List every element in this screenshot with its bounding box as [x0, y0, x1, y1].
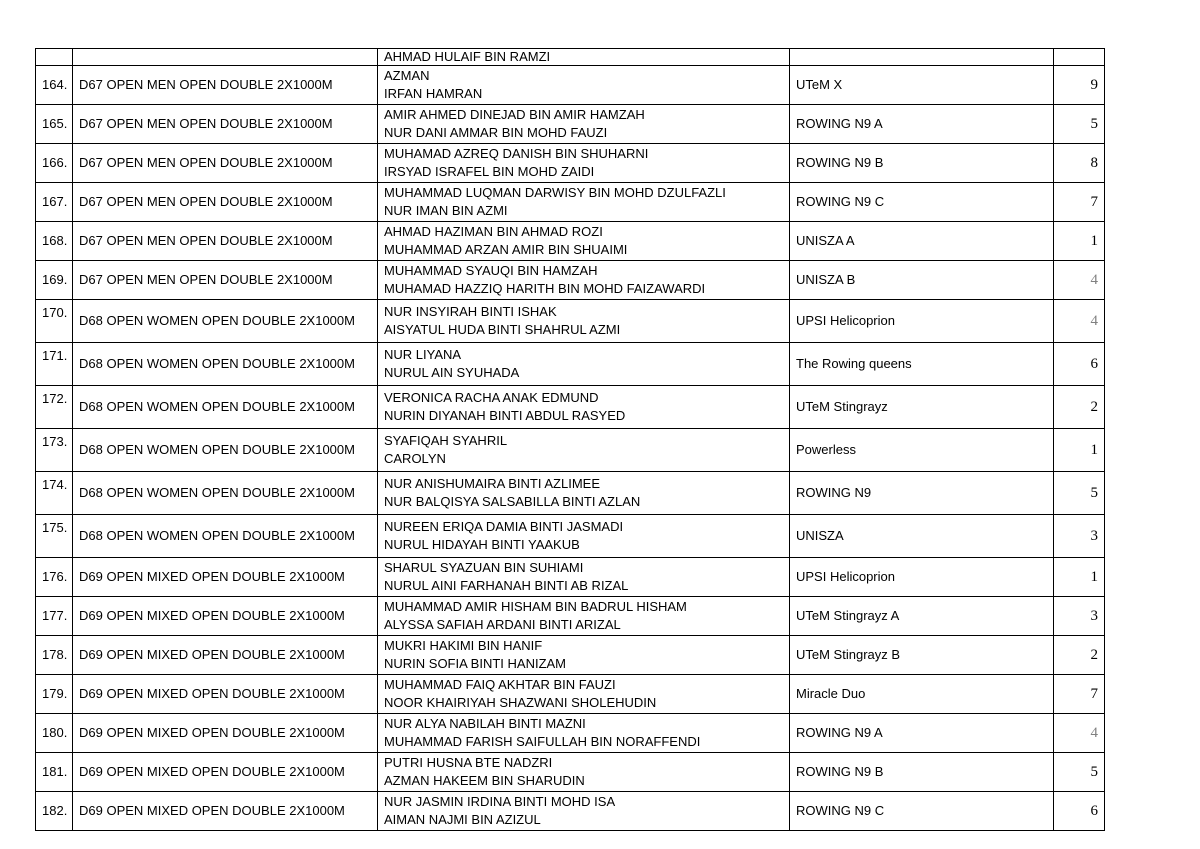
lane-cell: 7: [1054, 183, 1105, 222]
event-cell: D69 OPEN MIXED OPEN DOUBLE 2X1000M: [73, 792, 378, 831]
entry-number-cell: 174.: [36, 472, 73, 515]
crew-names-cell: [378, 183, 790, 222]
event-cell: D68 OPEN WOMEN OPEN DOUBLE 2X1000M: [73, 300, 378, 343]
event-cell: D69 OPEN MIXED OPEN DOUBLE 2X1000M: [73, 558, 378, 597]
lane-cell: 7: [1054, 675, 1105, 714]
crew-names-cell: [378, 472, 790, 515]
entry-number-cell: 167.: [36, 183, 73, 222]
crew-member-name: NURIN DIYANAH BINTI ABDUL RASYED: [384, 408, 626, 423]
crew-member-name: MUHAMMAD FARISH SAIFULLAH BIN NORAFFENDI: [384, 734, 701, 749]
lane-cell: [1054, 49, 1105, 66]
crew-member-name: NURIN SOFIA BINTI HANIZAM: [384, 656, 567, 671]
team-cell: UTeM X: [790, 66, 1054, 105]
lane-cell: 1: [1054, 222, 1105, 261]
table-row: [36, 558, 1105, 597]
crew-member-name: NOOR KHAIRIYAH SHAZWANI SHOLEHUDIN: [384, 695, 657, 710]
crew-member-name: MUHAMMAD LUQMAN DARWISY BIN MOHD DZULFAZLI: [384, 185, 726, 200]
event-cell: D68 OPEN WOMEN OPEN DOUBLE 2X1000M: [73, 343, 378, 386]
entry-number-cell: 182.: [36, 792, 73, 831]
crew-member-name: NURUL AINI FARHANAH BINTI AB RIZAL: [384, 578, 629, 593]
document-page: [35, 48, 1104, 831]
crew-member-name: MUHAMMAD ARZAN AMIR BIN SHUAIMI: [384, 242, 628, 257]
table-row: [36, 105, 1105, 144]
team-cell: UTeM Stingrayz B: [790, 636, 1054, 675]
table-row: [36, 675, 1105, 714]
entry-number-cell: 172.: [36, 386, 73, 429]
table-row: [36, 714, 1105, 753]
team-cell: UPSI Helicoprion: [790, 558, 1054, 597]
crew-member-name: MUHAMAD HAZZIQ HARITH BIN MOHD FAIZAWARDI: [384, 281, 706, 296]
crew-names-cell: [378, 343, 790, 386]
event-cell: D68 OPEN WOMEN OPEN DOUBLE 2X1000M: [73, 515, 378, 558]
crew-member-name: NUR DANI AMMAR BIN MOHD FAUZI: [384, 125, 608, 140]
table-row: [36, 636, 1105, 675]
crew-member-name: AHMAD HAZIMAN BIN AHMAD ROZI: [384, 224, 603, 239]
crew-member-name: PUTRI HUSNA BTE NADZRI: [384, 755, 553, 770]
table-row: [36, 386, 1105, 429]
table-row: [36, 261, 1105, 300]
team-cell: UNISZA B: [790, 261, 1054, 300]
crew-names-cell: [378, 144, 790, 183]
lane-cell: 1: [1054, 429, 1105, 472]
crew-member-name: NURUL HIDAYAH BINTI YAAKUB: [384, 537, 580, 552]
crew-names-cell: [378, 66, 790, 105]
event-cell: D69 OPEN MIXED OPEN DOUBLE 2X1000M: [73, 597, 378, 636]
team-cell: ROWING N9 A: [790, 714, 1054, 753]
crew-member-name: NUR BALQISYA SALSABILLA BINTI AZLAN: [384, 494, 641, 509]
event-cell: D68 OPEN WOMEN OPEN DOUBLE 2X1000M: [73, 472, 378, 515]
team-cell: UNISZA A: [790, 222, 1054, 261]
team-cell: ROWING N9 B: [790, 753, 1054, 792]
lane-cell: 4: [1054, 261, 1105, 300]
entry-number-cell: 173.: [36, 429, 73, 472]
crew-member-name: NUREEN ERIQA DAMIA BINTI JASMADI: [384, 519, 624, 534]
entry-number-cell: 164.: [36, 66, 73, 105]
table-row: [36, 222, 1105, 261]
crew-member-name: AISYATUL HUDA BINTI SHAHRUL AZMI: [384, 322, 621, 337]
table-row: [36, 343, 1105, 386]
crew-member-name: NUR JASMIN IRDINA BINTI MOHD ISA: [384, 794, 616, 809]
entry-number-cell: 170.: [36, 300, 73, 343]
crew-names-cell: [378, 636, 790, 675]
crew-names-cell: [378, 515, 790, 558]
entry-number-cell: [36, 49, 73, 66]
event-cell: D69 OPEN MIXED OPEN DOUBLE 2X1000M: [73, 714, 378, 753]
team-cell: UNISZA: [790, 515, 1054, 558]
lane-cell: 3: [1054, 597, 1105, 636]
team-cell: [790, 49, 1054, 66]
crew-member-name: NURUL AIN SYUHADA: [384, 365, 520, 380]
crew-member-name: SYAFIQAH SYAHRIL: [384, 433, 508, 448]
crew-member-name: NUR ALYA NABILAH BINTI MAZNI: [384, 716, 586, 731]
crew-names-cell: [378, 386, 790, 429]
table-row: [36, 792, 1105, 831]
table-row: [36, 597, 1105, 636]
crew-member-name: NUR IMAN BIN AZMI: [384, 203, 508, 218]
team-cell: UTeM Stingrayz A: [790, 597, 1054, 636]
table-row: [36, 183, 1105, 222]
table-row: [36, 429, 1105, 472]
entry-number-cell: 177.: [36, 597, 73, 636]
crew-member-name: MUHAMAD AZREQ DANISH BIN SHUHARNI: [384, 146, 649, 161]
crew-member-name: MUHAMMAD FAIQ AKHTAR BIN FAUZI: [384, 677, 616, 692]
crew-member-name: MUHAMMAD SYAUQI BIN HAMZAH: [384, 263, 598, 278]
crew-member-name: NUR LIYANA: [384, 347, 462, 362]
crew-member-name: AZMAN: [384, 68, 430, 83]
event-cell: D67 OPEN MEN OPEN DOUBLE 2X1000M: [73, 105, 378, 144]
crew-member-name: NUR INSYIRAH BINTI ISHAK: [384, 304, 557, 319]
table-row: [36, 300, 1105, 343]
entry-number-cell: 180.: [36, 714, 73, 753]
crew-member-name: SHARUL SYAZUAN BIN SUHIAMI: [384, 560, 584, 575]
event-cell: [73, 49, 378, 66]
entries-table-body: [36, 49, 1105, 831]
table-row: [36, 66, 1105, 105]
crew-member-name: AMIR AHMED DINEJAD BIN AMIR HAMZAH: [384, 107, 645, 122]
crew-names-cell: [378, 714, 790, 753]
event-cell: D67 OPEN MEN OPEN DOUBLE 2X1000M: [73, 144, 378, 183]
event-cell: D68 OPEN WOMEN OPEN DOUBLE 2X1000M: [73, 386, 378, 429]
table-row: [36, 144, 1105, 183]
event-cell: D69 OPEN MIXED OPEN DOUBLE 2X1000M: [73, 675, 378, 714]
crew-member-name: IRSYAD ISRAFEL BIN MOHD ZAIDI: [384, 164, 595, 179]
crew-member-name: ALYSSA SAFIAH ARDANI BINTI ARIZAL: [384, 617, 621, 632]
entry-number-cell: 165.: [36, 105, 73, 144]
entry-number-cell: 166.: [36, 144, 73, 183]
team-cell: UTeM Stingrayz: [790, 386, 1054, 429]
entry-number-cell: 178.: [36, 636, 73, 675]
crew-member-name: MUHAMMAD AMIR HISHAM BIN BADRUL HISHAM: [384, 599, 687, 614]
table-row: [36, 472, 1105, 515]
table-row: [36, 49, 1105, 66]
lane-cell: 5: [1054, 105, 1105, 144]
entry-number-cell: 175.: [36, 515, 73, 558]
event-cell: D67 OPEN MEN OPEN DOUBLE 2X1000M: [73, 261, 378, 300]
lane-cell: 1: [1054, 558, 1105, 597]
crew-names-cell: [378, 261, 790, 300]
team-cell: ROWING N9 B: [790, 144, 1054, 183]
crew-names-cell: [378, 753, 790, 792]
event-cell: D67 OPEN MEN OPEN DOUBLE 2X1000M: [73, 183, 378, 222]
lane-cell: 4: [1054, 300, 1105, 343]
team-cell: The Rowing queens: [790, 343, 1054, 386]
event-cell: D69 OPEN MIXED OPEN DOUBLE 2X1000M: [73, 753, 378, 792]
crew-names-cell: [378, 300, 790, 343]
lane-cell: 6: [1054, 792, 1105, 831]
crew-names-cell: [378, 222, 790, 261]
crew-names-cell: [378, 675, 790, 714]
crew-member-name: IRFAN HAMRAN: [384, 86, 483, 101]
team-cell: Miracle Duo: [790, 675, 1054, 714]
entry-number-cell: 168.: [36, 222, 73, 261]
table-row: [36, 753, 1105, 792]
team-cell: ROWING N9 C: [790, 183, 1054, 222]
entry-number-cell: 169.: [36, 261, 73, 300]
event-cell: D67 OPEN MEN OPEN DOUBLE 2X1000M: [73, 66, 378, 105]
crew-names-cell: [378, 105, 790, 144]
team-cell: ROWING N9: [790, 472, 1054, 515]
entries-table: [35, 48, 1105, 831]
crew-member-name: AZMAN HAKEEM BIN SHARUDIN: [384, 773, 585, 788]
entry-number-cell: 176.: [36, 558, 73, 597]
lane-cell: 9: [1054, 66, 1105, 105]
crew-member-name: MUKRI HAKIMI BIN HANIF: [384, 638, 543, 653]
table-row: [36, 515, 1105, 558]
team-cell: UPSI Helicoprion: [790, 300, 1054, 343]
crew-names-cell: [378, 597, 790, 636]
lane-cell: 3: [1054, 515, 1105, 558]
crew-member-name: AIMAN NAJMI BIN AZIZUL: [384, 812, 541, 827]
crew-names-cell: AHMAD HULAIF BIN RAMZI: [378, 49, 790, 66]
event-cell: D69 OPEN MIXED OPEN DOUBLE 2X1000M: [73, 636, 378, 675]
entry-number-cell: 181.: [36, 753, 73, 792]
team-cell: ROWING N9 A: [790, 105, 1054, 144]
lane-cell: 6: [1054, 343, 1105, 386]
crew-member-name: VERONICA RACHA ANAK EDMUND: [384, 390, 599, 405]
team-cell: ROWING N9 C: [790, 792, 1054, 831]
crew-member-name: CAROLYN: [384, 451, 446, 466]
lane-cell: 2: [1054, 386, 1105, 429]
crew-names-cell: [378, 792, 790, 831]
crew-names-cell: [378, 558, 790, 597]
event-cell: D67 OPEN MEN OPEN DOUBLE 2X1000M: [73, 222, 378, 261]
entry-number-cell: 171.: [36, 343, 73, 386]
team-cell: Powerless: [790, 429, 1054, 472]
crew-names-cell: [378, 429, 790, 472]
lane-cell: 5: [1054, 753, 1105, 792]
entry-number-cell: 179.: [36, 675, 73, 714]
crew-member-name: NUR ANISHUMAIRA BINTI AZLIMEE: [384, 476, 600, 491]
lane-cell: 5: [1054, 472, 1105, 515]
lane-cell: 2: [1054, 636, 1105, 675]
lane-cell: 8: [1054, 144, 1105, 183]
event-cell: D68 OPEN WOMEN OPEN DOUBLE 2X1000M: [73, 429, 378, 472]
lane-cell: 4: [1054, 714, 1105, 753]
